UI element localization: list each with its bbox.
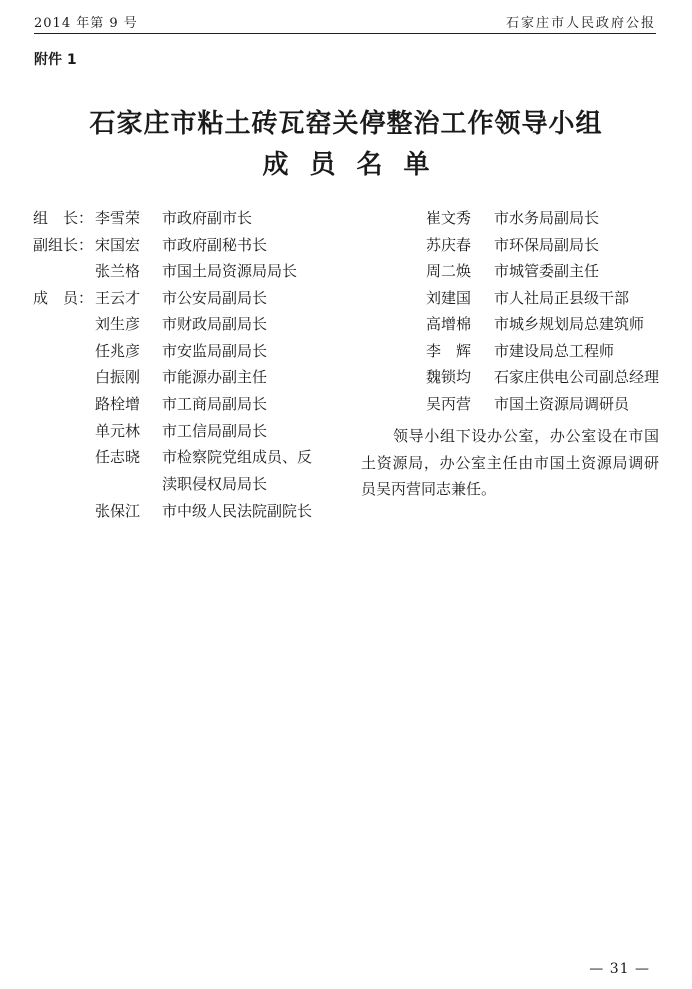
page-number: — 31 —: [589, 961, 650, 977]
member-name: 李 辉: [426, 342, 472, 360]
member-position: 市人社局正县级干部: [494, 289, 630, 307]
member-position: 市能源办副主任: [162, 368, 268, 386]
member-position-continued: 渎职侵权局局长: [162, 475, 268, 493]
member-name: 王云才: [95, 289, 141, 307]
member-role: 组 长：: [33, 209, 94, 227]
member-name: 张兰格: [95, 262, 141, 280]
office-note: 领导小组下设办公室，办公室设在市国土资源局，办公室主任由市国土资源局调研员吴丙营同志兼任。: [361, 427, 659, 498]
member-name: 崔文秀: [426, 209, 472, 227]
member-name: 单元林: [95, 422, 141, 440]
member-position: 市工信局副局长: [162, 422, 268, 440]
member-position: 市水务局副局长: [494, 209, 600, 227]
member-position: 市建设局总工程师: [494, 342, 615, 360]
member-name: 任兆彦: [95, 342, 141, 360]
member-position: 石家庄供电公司副总经理: [494, 368, 660, 386]
member-position: 市公安局副局长: [162, 289, 268, 307]
page-subtitle: 成员名单: [262, 150, 451, 180]
member-name: 魏锁均: [426, 368, 472, 386]
member-position: 市财政局副局长: [162, 315, 268, 333]
member-name: 周二焕: [426, 262, 472, 280]
member-name: 路栓增: [95, 395, 141, 413]
member-name: 白振刚: [95, 368, 141, 386]
member-name: 刘建国: [426, 289, 472, 307]
member-position: 市城乡规划局总建筑师: [494, 315, 645, 333]
member-name: 张保江: [95, 502, 141, 520]
member-role: 副组长：: [33, 236, 94, 254]
member-position: 市政府副市长: [162, 209, 253, 227]
attachment-label: 附件 1: [34, 52, 77, 68]
member-name: 高增棉: [426, 315, 472, 333]
header-divider: [34, 33, 656, 34]
member-name: 吴丙营: [426, 395, 472, 413]
member-position: 市政府副秘书长: [162, 236, 268, 254]
member-position: 市工商局副局长: [162, 395, 268, 413]
member-name: 李雪荣: [95, 209, 141, 227]
member-position: 市环保局副局长: [494, 236, 600, 254]
header-publication: 石家庄市人民政府公报: [505, 16, 656, 31]
member-position: 市国土局资源局局长: [162, 262, 298, 280]
member-name: 刘生彦: [95, 315, 141, 333]
member-position: 市国土资源局调研员: [494, 395, 630, 413]
member-position: 市城管委副主任: [494, 262, 600, 280]
page-title: 石家庄市粘土砖瓦窑关停整治工作领导小组: [89, 109, 603, 139]
member-position: 市检察院党组成员、反: [162, 448, 313, 466]
member-name: 宋国宏: [95, 236, 141, 254]
member-name: 苏庆春: [426, 236, 472, 254]
member-position: 市安监局副局长: [162, 342, 268, 360]
header-issue: 2014 年第 9 号: [34, 16, 138, 31]
member-name: 任志晓: [95, 448, 141, 466]
member-position: 市中级人民法院副院长: [162, 502, 313, 520]
member-role: 成 员：: [33, 289, 94, 307]
